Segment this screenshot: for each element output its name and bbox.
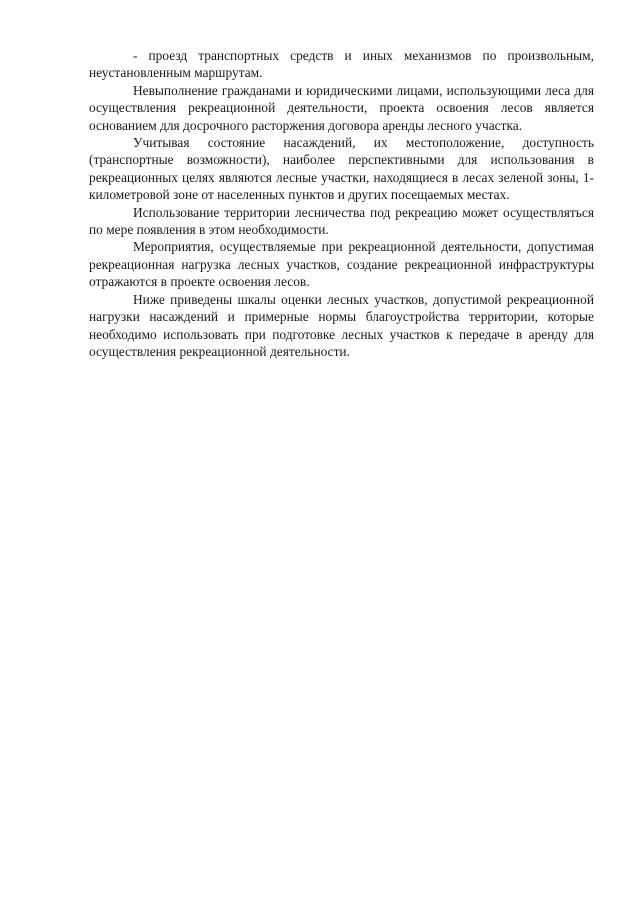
paragraph-territory-use: Использование территории лесничества под рекреацию может осуществляться по мере появления в этом необходимости. bbox=[89, 204, 594, 238]
document-body bbox=[89, 47, 594, 360]
paragraph-noncompliance: Невыполнение гражданами и юридическими лицами, использующими леса для осуществления рекреационной деятельности, проекта освоения лесов является основанием для досрочного расторжения договора аренды лесного участка. bbox=[89, 82, 594, 133]
paragraph-prospective-areas: Учитывая состояние насаждений, их местоположение, доступность (транспортные возможности), наиболее перспективными для использования в рекреационных целях являются лесные участки, находящиеся в лесах зеленой зоны, 1-километровой зоне от населенных пунктов и других посещаемых местах. bbox=[89, 135, 594, 203]
paragraph-scales: Ниже приведены шкалы оценки лесных участков, допустимой рекреационной нагрузки насаждений и примерные нормы благоустройства территории, которые необходимо использовать при подготовке лесных участков к передаче в аренду для осуществления рекреационной деятельности. bbox=[89, 291, 594, 359]
paragraph-measures: Мероприятия, осуществляемые при рекреационной деятельности, допустимая рекреационная нагрузка лесных участков, создание рекреационной инфраструктуры отражаются в проекте освоения лесов. bbox=[89, 239, 594, 290]
paragraph-vehicle-passage: - проезд транспортных средств и иных механизмов по произвольным, неустановленным маршрутам. bbox=[89, 48, 594, 81]
